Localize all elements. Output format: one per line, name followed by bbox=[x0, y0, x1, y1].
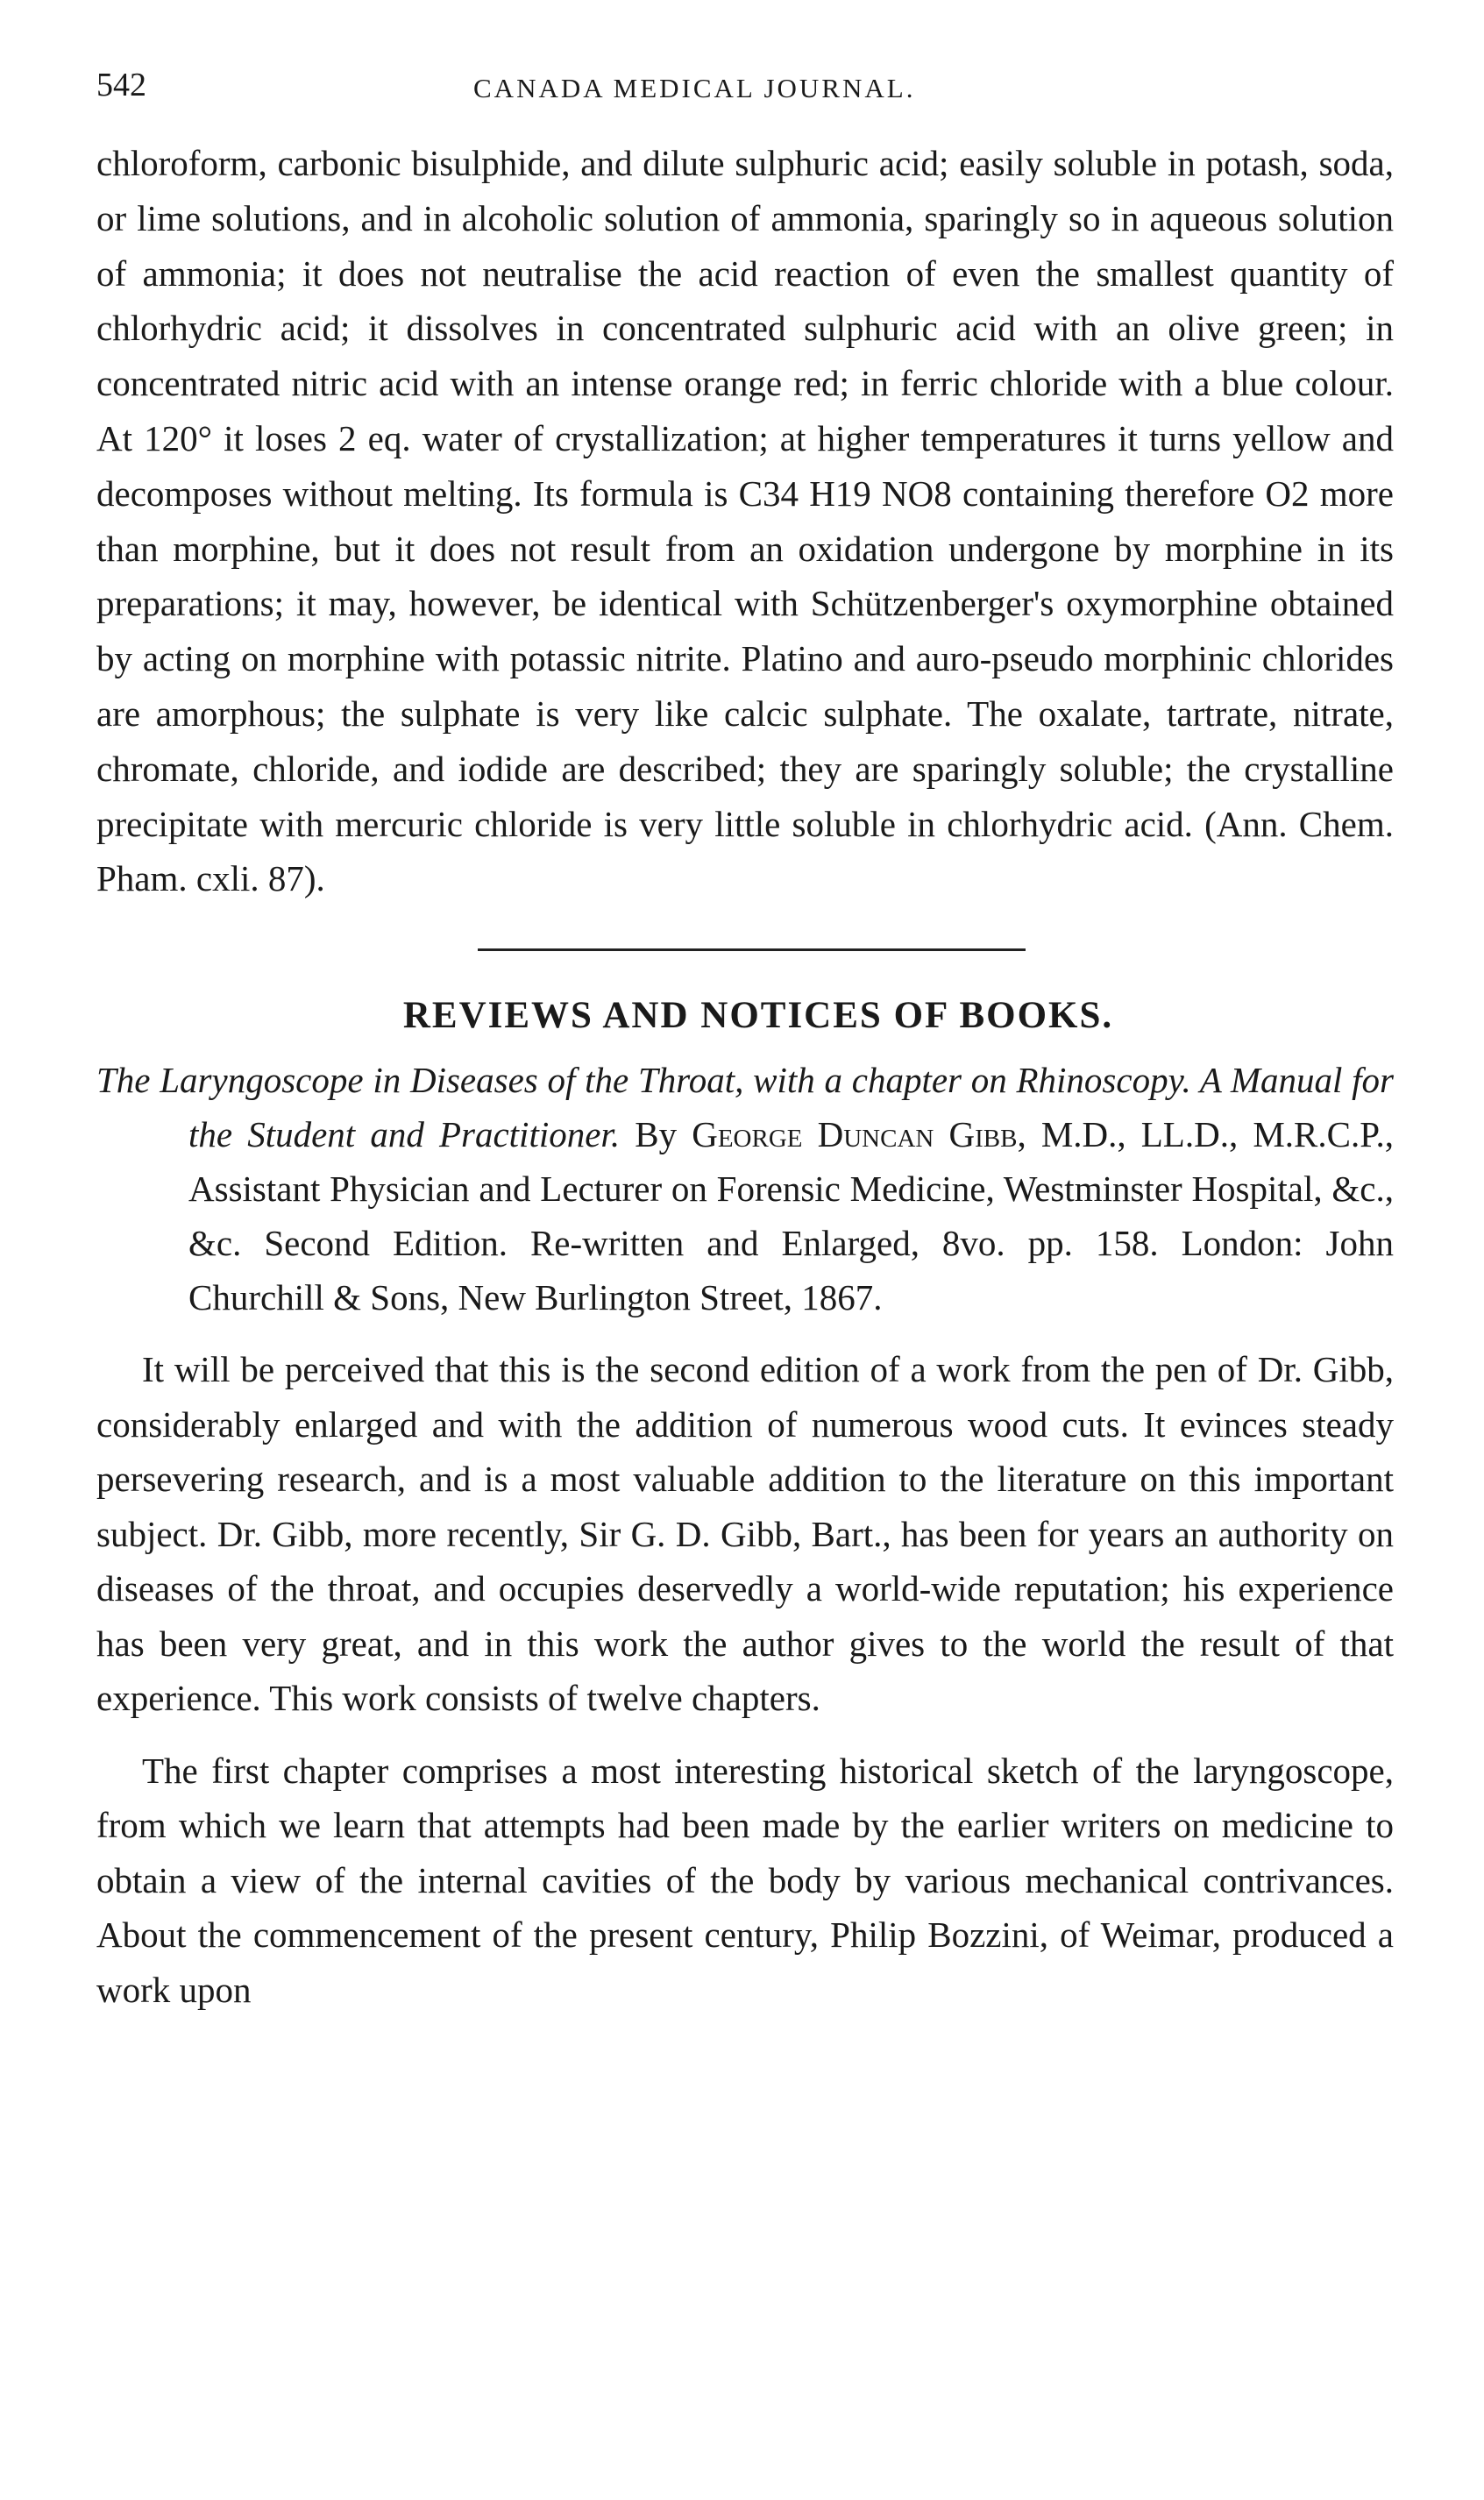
review-paragraph: It will be perceived that this is the second edition of a work from the pen of Dr. Gibb, considerably enlarged and with the addition of numerous wood cuts. It evinces steady persevering research, and is a most valuable addition to the literature on this important subject. Dr. Gibb, more recently, Sir G. D. Gibb, Bart., has been for years an authority on diseases of the throat, and occupies deservedly a world-wide reputation; his experience has been very great, and in this work the author gives to the world the result of that experience. This work consists of twelve chapters. bbox=[96, 1349, 1394, 1719]
book-title: The Laryngoscope in Diseases of the Throat, with a chapter on Rhinoscopy. A Manual for the Student and Practitioner. bbox=[96, 1060, 1394, 1155]
section-heading: REVIEWS AND NOTICES OF BOOKS. bbox=[402, 995, 1114, 1037]
section-divider bbox=[96, 906, 1394, 977]
running-header bbox=[96, 66, 1394, 118]
review-paragraph: The first chapter comprises a most interesting historical sketch of the laryngoscope, from which we learn that attempts had been made by the earlier writers on medicine to obtain a view of the internal cavities of the body by various mechanical contrivances. About the commencement of the present century, Philip Bozzini, of Weimar, produced a work upon bbox=[96, 1750, 1394, 2010]
page-number: 542 bbox=[96, 67, 146, 103]
document-page bbox=[96, 66, 1394, 2035]
book-author: George Duncan Gibb, M.D., LL.D., M.R.C.P., bbox=[692, 1114, 1395, 1155]
horizontal-rule bbox=[478, 948, 1026, 951]
citation-details: Assistant Physician and Lecturer on Forensic Medicine, Westminster Hospital, &c., &c. Second Edition. Re-written and Enlarged, 8vo. pp. 158. London: John Churchill & Sons, New Burlington Street, 1867. bbox=[188, 1168, 1394, 1318]
book-citation bbox=[96, 1053, 1394, 1325]
continued-paragraph: chloroform, carbonic bisulphide, and dilute sulphuric acid; easily soluble in potash, soda, or lime solutions, and in alcoholic solution of ammonia, sparingly so in aqueous solution of ammonia; it does not neutralise the acid reaction of even the smallest quantity of chlorhydric acid; it dissolves in concentrated sulphuric acid with an olive green; in concentrated nitric acid with an intense orange red; in ferric chloride with a blue colour. At 120° it loses 2 eq. water of crystallization; at higher temperatures it turns yellow and decomposes without melting. Its formula is C34 H19 NO8 containing therefore O2 more than morphine, but it does not result from an oxidation undergone by morphine in its preparations; it may, however, be identical with Schützenberger's oxymorphine obtained by acting on morphine with potassic nitrite. Platino and auro-pseudo morphinic chlorides are amorphous; the sulphate is very like calcic sulphate. The oxalate, tartrate, nitrate, chromate, chloride, and iodide are described; they are sparingly soluble; the crystalline precipitate with mercuric chloride is very little soluble in chlorhydric acid. (Ann. Chem. Pham. cxli. 87). bbox=[96, 143, 1394, 899]
citation-by: By bbox=[635, 1114, 678, 1155]
journal-title: CANADA MEDICAL JOURNAL. bbox=[473, 73, 916, 103]
